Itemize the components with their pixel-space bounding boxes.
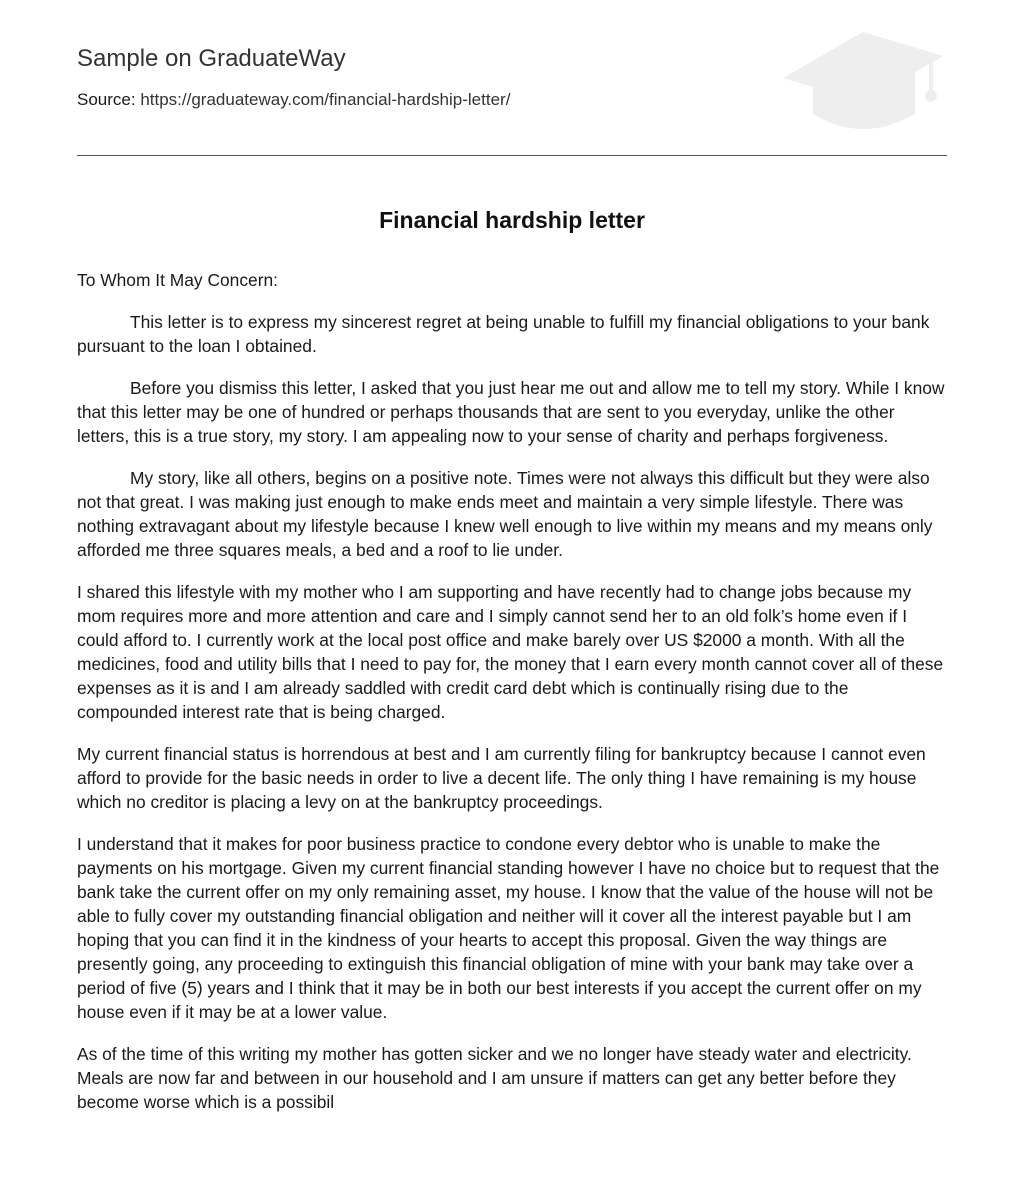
header-divider	[77, 155, 947, 156]
source-line	[77, 89, 510, 111]
source-label: Source:	[77, 90, 136, 109]
paragraph: I understand that it makes for poor business practice to condone every debtor who is unable to make the payments on his mortgage. Given my current financial standing however I have no choice but to request that the bank take the current offer on my only remaining asset, my house. I know that the value of the house will not be able to fully cover my outstanding financial obligation and neither will it cover all the interest payable but I am hoping that you can find it in the kindness of your hearts to accept this proposal. Given the way things are presently going, any proceeding to extinguish this financial obligation of mine with your bank may take over a period of five (5) years and I think that it may be in both our best interests if you accept the current offer on my house even if it may be at a lower value.	[77, 834, 940, 1022]
paragraph: Before you dismiss this letter, I asked that you just hear me out and allow me to tell my story. While I know that this letter may be one of hundred or perhaps thousands that are sent to you everyday, unlike the other letters, this is a true story, my story. I am appealing now to your sense of charity and perhaps forgiveness.	[77, 378, 945, 446]
salutation: To Whom It May Concern:	[77, 270, 279, 290]
paragraph: As of the time of this writing my mother has gotten sicker and we no longer have steady water and electricity. Meals are now far and between in our household and I am unsure if matters can get any better before they become worse which is a possibil	[77, 1044, 912, 1112]
source-link[interactable]: https://graduateway.com/financial-hardship-letter/	[140, 90, 511, 109]
document-title: Financial hardship letter	[379, 207, 645, 233]
paragraph: I shared this lifestyle with my mother who I am supporting and have recently had to change jobs because my mom requires more and more attention and care and I simply cannot send her to an old folk’s home even if I could afford to. I currently work at the local post office and make barely over US $2000 a month. With all the medicines, food and utility bills that I need to pay for, the money that I earn every month cannot cover all of these expenses as it is and I am already saddled with credit card debt which is continually rising due to the compounded interest rate that is being charged.	[77, 582, 944, 722]
paragraph: My story, like all others, begins on a positive note. Times were not always this difficult but they were also not that great. I was making just enough to make ends meet and maintain a very simple lifestyle. There was nothing extravagant about my lifestyle because I knew well enough to live within my means and my means only afforded me three squares meals, a bed and a roof to lie under.	[77, 468, 933, 560]
paragraph: This letter is to express my sincerest regret at being unable to fulfill my financial obligations to your bank pursuant to the loan I obtained.	[77, 312, 930, 356]
site-name: Sample on GraduateWay	[77, 45, 346, 72]
paragraph: My current financial status is horrendous at best and I am currently filing for bankruptcy because I cannot even afford to provide for the basic needs in order to live a decent life. The only thing I have remaining is my house which no creditor is placing a levy on at the bankruptcy proceedings.	[77, 744, 926, 812]
page-header	[77, 0, 947, 156]
graduation-cap-icon	[781, 30, 947, 134]
letter-body	[77, 268, 947, 1132]
